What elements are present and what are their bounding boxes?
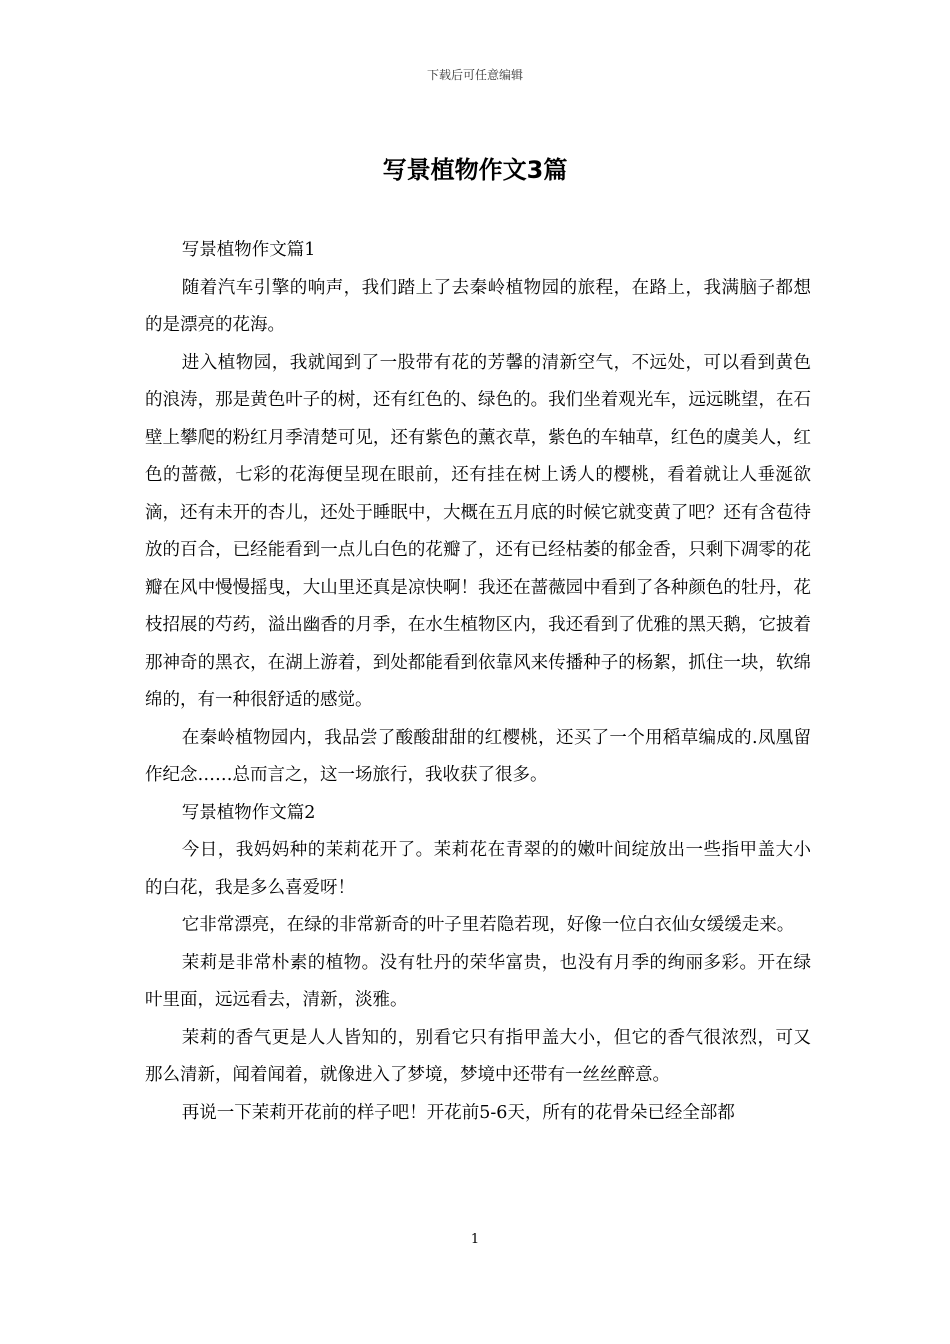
document-body: [145, 232, 811, 1132]
page-number: 1: [470, 1232, 480, 1247]
paragraph: 再说一下茉莉开花前的样子吧！开花前5-6天，所有的花骨朵已经全部都: [181, 1102, 735, 1123]
paragraph: 它非常漂亮，在绿的非常新奇的叶子里若隐若现，好像一位白衣仙女缓缓走来。: [181, 915, 795, 935]
paragraph: 茉莉的香气更是人人皆知的，别看它只有指甲盖大小，但它的香气很浓烈，可又那么清新，闻着闻着，就像进入了梦境，梦境中还带有一丝丝醉意。: [145, 1027, 811, 1085]
paragraph: 今日，我妈妈种的茉莉花开了。茉莉花在青翠的的嫩叶间绽放出一些指甲盖大小的白花，我是多么喜爱呀！: [145, 840, 811, 898]
section-heading-1: 写景植物作文篇1: [181, 240, 316, 260]
document-title: 写景植物作文3篇: [382, 156, 568, 184]
paragraph: 进入植物园，我就闻到了一股带有花的芳馨的清新空气，不远处，可以看到黄色的浪涛，那是黄色叶子的树，还有红色的、绿色的。我们坐着观光车，远远眺望，在石壁上攀爬的粉红月季清楚可见，还有紫色的薰衣草，紫色的车轴草，红色的虞美人，红色的蔷薇，七彩的花海便呈现在眼前，还有挂在树上诱人的樱桃，看着就让人垂涎欲滴，还有未开的杏儿，还处于睡眠中，大概在五月底的时候它就变黄了吧？还有含苞待放的百合，已经能看到一点儿白色的花瓣了，还有已经枯萎的郁金香，只剩下凋零的花瓣在风中慢慢摇曳，大山里还真是凉快啊！我还在蔷薇园中看到了各种颜色的牡丹，花枝招展的芍药，溢出幽香的月季，在水生植物区内，我还看到了优雅的黑天鹅，它披着那神奇的黑衣，在湖上游着，到处都能看到依靠风来传播种子的杨絮，抓住一块，软绵绵的，有一种很舒适的感觉。: [145, 352, 811, 710]
paragraph: 在秦岭植物园内，我品尝了酸酸甜甜的红樱桃，还买了一个用稻草编成的.凤凰留作纪念……总而言之，这一场旅行，我收获了很多。: [145, 727, 811, 785]
paragraph: 随着汽车引擎的响声，我们踏上了去秦岭植物园的旅程，在路上，我满脑子都想的是漂亮的花海。: [145, 277, 811, 335]
paragraph: 茉莉是非常朴素的植物。没有牡丹的荣华富贵，也没有月季的绚丽多彩。开在绿叶里面，远远看去，清新，淡雅。: [145, 952, 811, 1010]
page-header-note: 下载后可任意编辑: [426, 68, 523, 82]
section-heading-2: 写景植物作文篇2: [181, 802, 316, 823]
